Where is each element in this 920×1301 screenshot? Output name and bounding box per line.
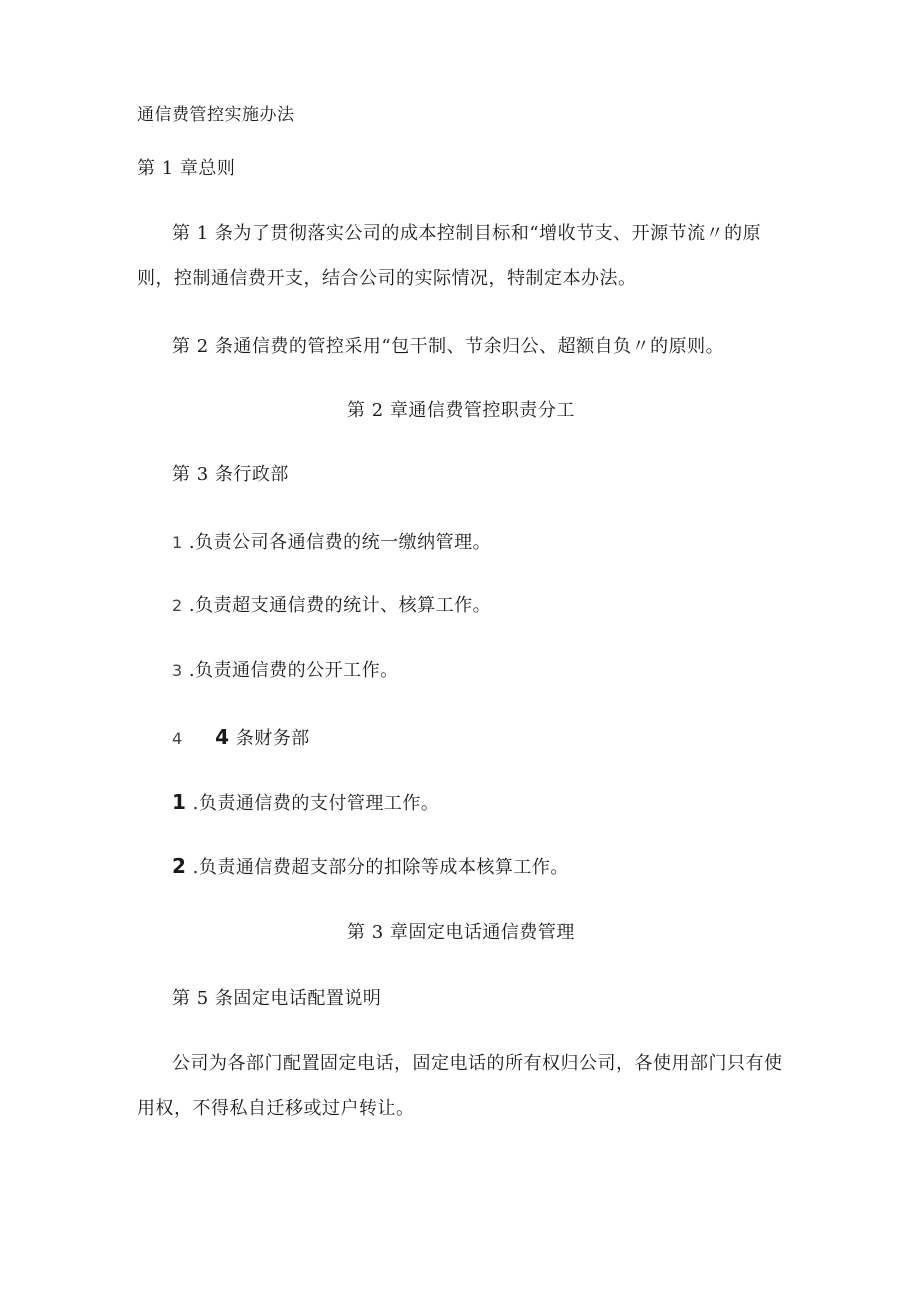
chapter-2-heading: 第 2 章通信费管控职责分工 (347, 400, 575, 421)
page-title: 通信费管控实施办法 (137, 105, 295, 125)
chapter-1-heading: 第 1 章总则 (137, 158, 236, 179)
list-item (172, 531, 491, 555)
list-item-text: .负责通信费超支部分的扣除等成本核算工作。 (192, 857, 569, 878)
list-item-number: 1 (172, 790, 187, 814)
list-item (172, 659, 399, 683)
list-item (172, 790, 439, 816)
list-item (172, 854, 569, 880)
list-item-number: 2 (172, 596, 183, 615)
chapter-3-heading: 第 3 章固定电话通信费管理 (347, 922, 575, 943)
article-2: 第 2 条通信费的管控采用“包干制、节余归公、超额自负〃的原则。 (172, 336, 725, 357)
article-1-line-2: 则，控制通信费开支，结合公司的实际情况，特制定本办法。 (137, 268, 637, 289)
list-item-text: .负责公司各通信费的统一缴纳管理。 (188, 532, 492, 553)
article-5-text-line-1: 公司为各部门配置固定电话，固定电话的所有权归公司，各使用部门只有使 (172, 1053, 783, 1074)
list-item-number: 2 (172, 854, 187, 878)
article-4-text: 条财务部 (235, 728, 310, 749)
article-5-heading: 第 5 条固定电话配置说明 (172, 988, 382, 1009)
list-item-number: 3 (172, 661, 183, 680)
article-1-line-1: 第 1 条为了贯彻落实公司的成本控制目标和“增收节支、开源节流〃的原 (172, 223, 762, 244)
list-item-text: .负责超支通信费的统计、核算工作。 (188, 595, 492, 616)
list-item (172, 594, 491, 618)
article-4-heading (172, 725, 310, 751)
article-number: 4 (215, 725, 230, 749)
list-item-text: .负责通信费的公开工作。 (188, 660, 399, 681)
list-item-number: 1 (172, 533, 183, 552)
article-3-heading: 第 3 条行政部 (172, 464, 289, 485)
list-item-text: .负责通信费的支付管理工作。 (192, 793, 440, 814)
list-item-number: 4 (172, 729, 183, 748)
article-5-text-line-2: 用权，不得私自迁移或过户转让。 (137, 1098, 415, 1119)
